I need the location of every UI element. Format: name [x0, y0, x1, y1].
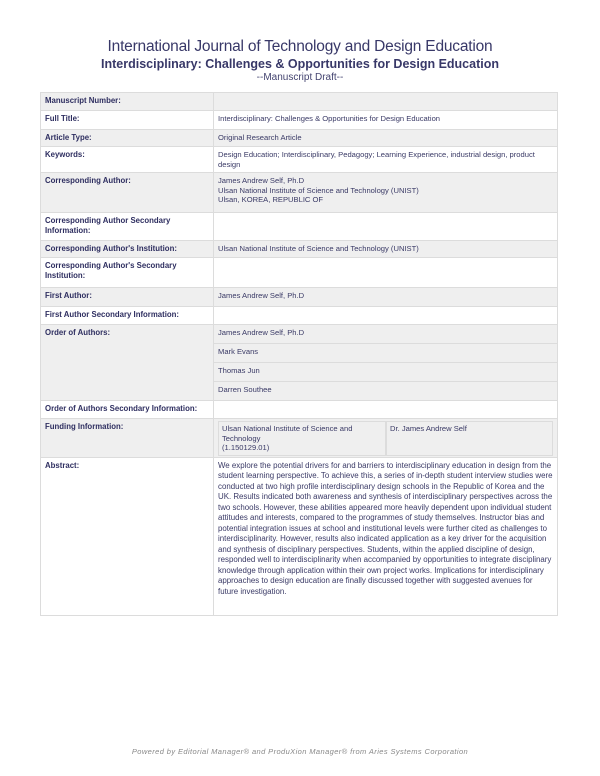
label: Article Type: — [41, 130, 214, 147]
row-keywords — [41, 147, 558, 173]
manuscript-title: Interdisciplinary: Challenges & Opportunities for Design Education — [101, 57, 499, 71]
author-item: Darren Southee — [218, 385, 272, 394]
label: Full Title: — [41, 111, 214, 130]
row-manuscript-number — [41, 93, 558, 111]
row-full-title — [41, 111, 558, 130]
row-first-author — [41, 288, 558, 307]
value: James Andrew Self, Ph.D — [214, 288, 558, 307]
label: Order of Authors: — [41, 325, 214, 401]
row-oa-secondary — [41, 401, 558, 419]
author-item: Thomas Jun — [214, 363, 557, 382]
value — [214, 173, 558, 213]
value — [214, 213, 558, 241]
value: Interdisciplinary: Challenges & Opportunities for Design Education — [214, 111, 558, 130]
row-article-type — [41, 130, 558, 147]
value: Original Research Article — [214, 130, 558, 147]
author-item: Mark Evans — [214, 344, 557, 363]
label: Abstract: — [41, 457, 214, 615]
label: Keywords: — [41, 147, 214, 173]
value — [214, 401, 558, 419]
row-fa-secondary — [41, 307, 558, 325]
funding-recipient: Dr. James Andrew Self — [386, 421, 553, 456]
row-corresponding-author — [41, 173, 558, 213]
row-funding — [41, 419, 558, 458]
grant-number: (1.150129.01) — [222, 443, 270, 453]
label: Corresponding Author: — [41, 173, 214, 213]
journal-title: International Journal of Technology and Design Education — [107, 38, 493, 55]
row-ca-secondary-institution — [41, 258, 558, 288]
manuscript-info-table — [40, 92, 558, 616]
label: Manuscript Number: — [41, 93, 214, 111]
author-item: James Andrew Self, Ph.D — [214, 325, 557, 344]
value: Design Education; Interdisciplinary, Pedagogy; Learning Experience, industrial design, product design — [214, 147, 558, 173]
label: Funding Information: — [41, 419, 214, 458]
row-ca-institution — [41, 241, 558, 258]
label: Corresponding Author's Institution: — [41, 241, 214, 258]
label: First Author Secondary Information: — [41, 307, 214, 325]
author-name: James Andrew Self, Ph.D — [218, 176, 305, 185]
label: Order of Authors Secondary Information: — [41, 401, 214, 419]
author-location: Ulsan, KOREA, REPUBLIC OF — [218, 195, 324, 205]
row-abstract — [41, 457, 558, 615]
label: Corresponding Author Secondary Information: — [41, 213, 214, 241]
label: First Author: — [41, 288, 214, 307]
abstract-text: We explore the potential drivers for and barriers to interdisciplinary education in design from the student learning perspective. To achieve this, a series of in-depth student interview studies were conducted at two high profile interdisciplinary design schools in the Republic of Korea and the UK. Results indicated both awareness and synthesis of interdisciplinary perspectives across the two schools. However, these abilities appeared more heavily dependent upon individual student attitudes and interests, compared to the programmes of study themselves. Instructor bias and potential integration issues at school and institutional levels were further cited as challenges to interdisciplinarity. However, results also indicated application as a key driver for the acquisition and synthesis of disciplinary perspectives. Students, within the applied discipline of design, responded well to interdisciplinarity when accompanied by opportunities to integrate disciplinary knowledge through application within their own project works. Implications for interdisciplinary approaches to design education are finally discussed together with suggested avenues for future investigation. — [214, 457, 558, 615]
row-ca-secondary — [41, 213, 558, 241]
footer-credit: Powered by Editorial Manager® and ProduXion Manager® from Aries Systems Corporation — [131, 747, 469, 756]
label: Corresponding Author's Secondary Institution: — [41, 258, 214, 288]
value — [214, 325, 558, 401]
value — [214, 419, 558, 458]
author-institution: Ulsan National Institute of Science and Technology (UNIST) — [218, 185, 419, 195]
value: Ulsan National Institute of Science and Technology (UNIST) — [214, 241, 558, 258]
value — [214, 258, 558, 288]
value — [214, 307, 558, 325]
funder: Ulsan National Institute of Science and Technology (1.150129.01) — [218, 421, 386, 456]
row-order-of-authors — [41, 325, 558, 401]
draft-label: --Manuscript Draft-- — [256, 72, 344, 83]
value — [214, 93, 558, 111]
